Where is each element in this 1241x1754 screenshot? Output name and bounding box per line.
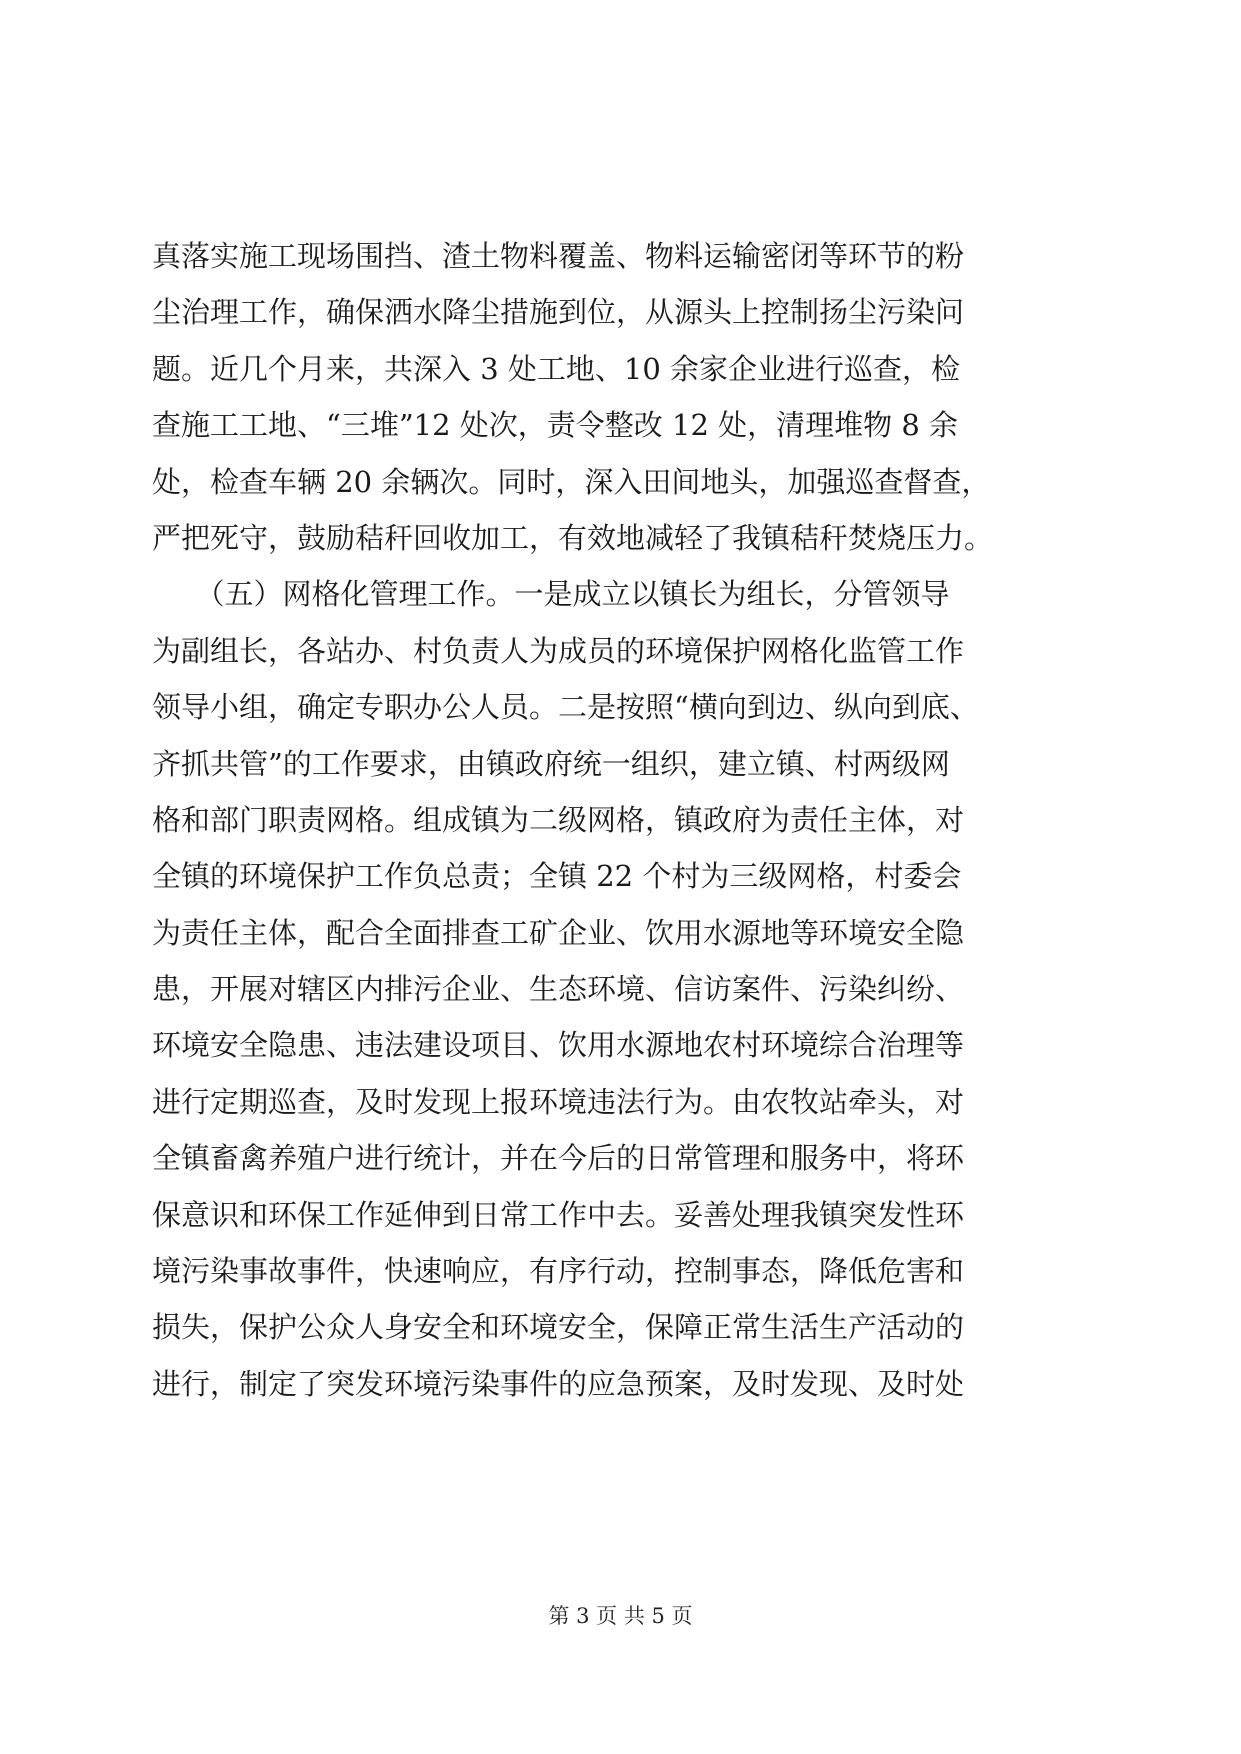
text-line: 尘治理工作，确保洒水降尘措施到位，从源头上控制扬尘污染问: [152, 295, 965, 330]
text-line: 齐抓共管”的工作要求，由镇政府统一组织，建立镇、村两级网: [152, 746, 950, 781]
text-line: 严把死守，鼓励秸秆回收加工，有效地减轻了我镇秸秆焚烧压力。: [152, 520, 994, 555]
page-footer: 第 3 页 共 5 页: [548, 1604, 693, 1628]
text-line: 境污染事故事件，快速响应，有序行动，控制事态，降低危害和: [152, 1254, 965, 1289]
text-line: 查施工工地、“三堆”12 处次，责令整改 12 处，清理堆物 8 余: [152, 408, 958, 443]
text-line: （五）网格化管理工作。一是成立以镇长为组长，分管领导: [152, 577, 950, 612]
text-line: 患，开展对辖区内排污企业、生态环境、信访案件、污染纠纷、: [152, 972, 965, 1007]
text-line: 领导小组，确定专职办公人员。二是按照“横向到边、纵向到底、: [152, 690, 979, 725]
text-line: 为责任主体，配合全面排查工矿企业、饮用水源地等环境安全隐: [152, 915, 965, 950]
text-line: 保意识和环保工作延伸到日常工作中去。妥善处理我镇突发性环: [152, 1197, 965, 1232]
text-line: 进行，制定了突发环境污染事件的应急预案，及时发现、及时处: [152, 1366, 965, 1401]
text-line: 真落实施工现场围挡、渣土物料覆盖、物料运输密闭等环节的粉: [152, 239, 965, 273]
text-line: 格和部门职责网格。组成镇为二级网格，镇政府为责任主体，对: [152, 802, 965, 837]
text-line: 进行定期巡查，及时发现上报环境违法行为。由农牧站牵头，对: [152, 1084, 965, 1119]
text-line: 处，检查车辆 20 余辆次。同时，深入田间地头，加强巡查督查，: [152, 464, 991, 499]
text-line: 为副组长，各站办、村负责人为成员的环境保护网格化监管工作: [152, 633, 965, 668]
text-line: 全镇的环境保护工作负总责；全镇 22 个村为三级网格，村委会: [152, 859, 962, 894]
text-line: 题。近几个月来，共深入 3 处工地、10 余家企业进行巡查，检: [152, 351, 961, 386]
text-line: 环境安全隐患、违法建设项目、饮用水源地农村环境综合治理等: [152, 1028, 965, 1063]
body-text: [152, 228, 1092, 1412]
text-line: 损失，保护公众人身安全和环境安全，保障正常生活生产活动的: [152, 1310, 965, 1345]
text-line: 全镇畜禽养殖户进行统计，并在今后的日常管理和服务中，将环: [152, 1141, 965, 1176]
